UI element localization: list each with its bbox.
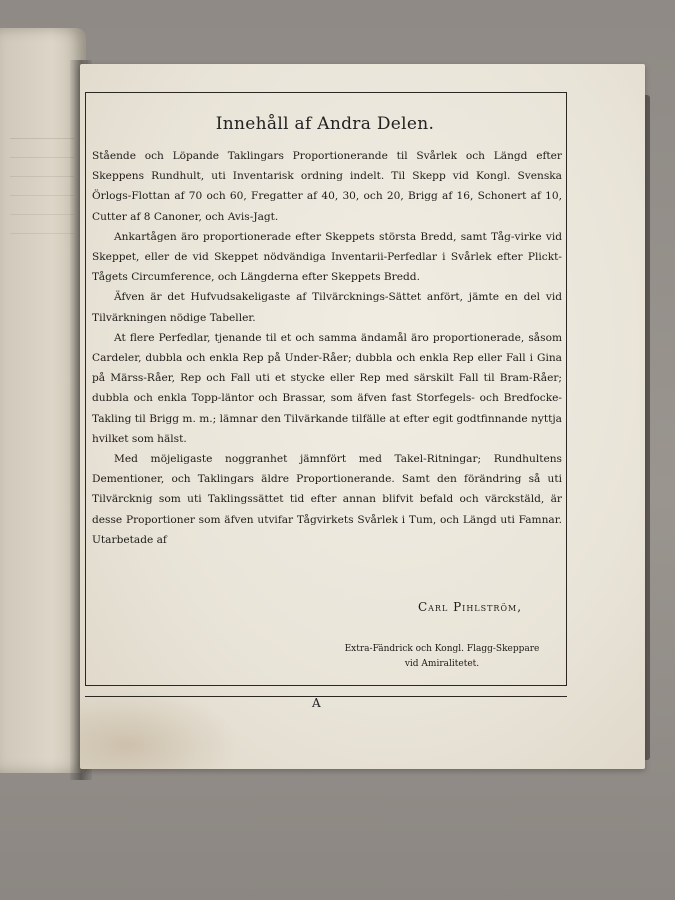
page-frame-rule xyxy=(85,696,567,697)
paragraph: Äfven är det Hufvudsakeligaste af Tilvärcknings-Sättet anfört, jämte en del vid Tilvärkningen nödige Tabeller. xyxy=(92,291,562,324)
paragraph: At flere Perfedlar, tjenande til et och samma ändamål äro proportionerade, såsom Cardeler, dubbla och enkla Rep på Under-Råer; dubbla och enkla Rep eller Fall i Gina på Märss-Råer, Rep och Fall uti et stycke eller Rep med särskilt Fall til Bram-Råer; dubbla och enkla Topp-läntor och Brassar, som äfven fast Storfegels- och Bredfocke-Takling til Brigg m. m.; lämnar den Tilvärkande tilfälle at efter egit godtfinnande nyttja hvilket som hälst. xyxy=(92,331,562,445)
page-title: Innehåll af Andra Delen. xyxy=(215,114,435,134)
page-stain xyxy=(80,689,240,769)
author-signature: Carl Pihlström, xyxy=(417,600,523,614)
paragraph: Stående och Löpande Taklingars Proportionerande til Svårlek och Längd efter Skeppens Rundhult, uti Inventarisk ordning indelt. Til Skepp vid Kongl. Svenska Örlogs-Flottan af 70 och 60, Fregatter af 40, 30, och 20, Brigg af 16, Schonert af 10, Cutter af 8 Canoner, och Avis-Jagt. xyxy=(92,150,562,223)
paragraph: Med möjeligaste noggranhet jämnfört med Takel-Ritningar; Rundhultens Dementioner, och Taklingars äldre Proportionerande. Samt den förändring så uti Tilvärcknig som uti Taklingssättet tid efter annan blifvit befald och värckstäld, är desse Proportioner som äfven utvifar Tågvirkets Svårlek i Tum, och Längd uti Famnar. Utarbetade af xyxy=(92,453,562,546)
author-title-line: vid Amiralitetet. xyxy=(404,659,480,669)
page-signature-mark: A xyxy=(312,696,321,710)
author-title-line: Extra-Fändrick och Kongl. Flagg-Skeppare xyxy=(344,644,540,654)
paragraph: Ankartågen äro proportionerade efter Skeppets största Bredd, samt Tåg-virke vid Skeppet, eller de vid Skeppet nödvändiga Inventarii-Perfedlar i Svårlek efter Plickt-Tågets Circumference, och Längderna efter Skeppets Bredd. xyxy=(92,230,562,284)
bleed-through-text xyxy=(10,128,74,242)
body-text xyxy=(92,146,562,550)
book-page xyxy=(80,64,645,769)
author-title xyxy=(312,642,572,672)
